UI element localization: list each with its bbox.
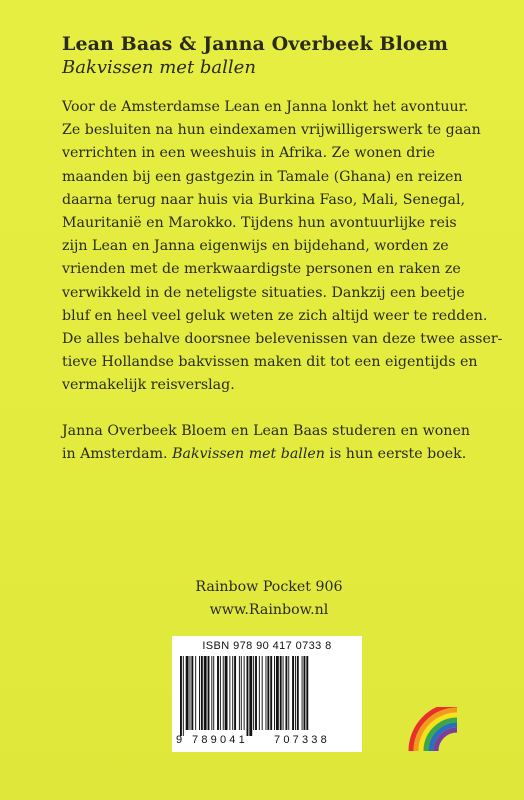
cover-header bbox=[62, 32, 482, 80]
barcode-bar bbox=[267, 656, 269, 730]
barcode-bar bbox=[253, 656, 254, 730]
barcode-bar bbox=[266, 656, 267, 730]
blurb-line: Ze besluiten na hun eindexamen vrijwilligerswerk te gaan bbox=[62, 122, 481, 139]
barcode-bar bbox=[280, 656, 282, 730]
barcode-bar bbox=[285, 656, 287, 730]
barcode-bar bbox=[180, 656, 182, 736]
barcode-bar bbox=[191, 656, 193, 730]
blurb-line: verrichten in een weeshuis in Afrika. Ze wonen drie bbox=[62, 145, 436, 162]
barcode-bar bbox=[249, 656, 252, 736]
blurb-line: Voor de Amsterdamse Lean en Janna lonkt het avontuur. bbox=[62, 99, 469, 115]
blurb-line: De alles behalve doorsnee belevenissen van deze twee asser- bbox=[62, 331, 503, 348]
barcode-bar bbox=[183, 656, 184, 736]
barcode-bar bbox=[234, 656, 236, 730]
barcode-bar bbox=[304, 656, 306, 730]
bio-prefix: in Amsterdam. bbox=[62, 446, 173, 463]
barcode-bar bbox=[220, 656, 221, 730]
barcode-bar bbox=[297, 656, 299, 730]
blurb-line: zijn Lean en Janna eigenwijs en bijdehand, worden ze bbox=[62, 238, 449, 255]
barcode-bar bbox=[295, 656, 296, 730]
barcode-bar bbox=[204, 656, 207, 730]
barcode-bar bbox=[302, 656, 303, 730]
barcode-bar bbox=[283, 656, 284, 730]
barcode-bar bbox=[225, 656, 228, 730]
barcode-bar bbox=[217, 656, 219, 730]
blurb-line: vermakelijk reisverslag. bbox=[62, 377, 235, 394]
publisher-info bbox=[0, 576, 524, 622]
ean-right-group: 707338 bbox=[274, 734, 330, 746]
rainbow-logo-icon bbox=[405, 707, 463, 751]
barcode-bar bbox=[255, 656, 257, 730]
barcode-bar bbox=[306, 656, 308, 730]
barcode-bar bbox=[276, 656, 279, 730]
barcode-bar bbox=[244, 656, 245, 730]
barcode-bar bbox=[211, 656, 212, 730]
ean-first-digit: 9 bbox=[176, 734, 183, 746]
barcode bbox=[172, 636, 362, 752]
barcode-bar bbox=[241, 656, 242, 730]
blurb-line: daarna terug naar huis via Burkina Faso, Mali, Senegal, bbox=[62, 191, 466, 208]
author-bio bbox=[62, 420, 472, 466]
bio-book-title: Bakvissen met ballen bbox=[172, 446, 325, 463]
barcode-bar bbox=[229, 656, 230, 730]
blurb-line: Mauritanië en Marokko. Tijdens hun avontuurlijke reis bbox=[62, 215, 457, 232]
blurb-line: maanden bij een gastgezin in Tamale (Ghana) en reizen bbox=[62, 168, 463, 185]
series-label: Rainbow Pocket 906 bbox=[195, 579, 343, 595]
blurb-line: tieve Hollandse bakvissen maken dit tot een eigentijds en bbox=[62, 354, 478, 371]
barcode-bar bbox=[292, 656, 294, 730]
bio-line bbox=[62, 443, 472, 466]
barcode-bar bbox=[195, 656, 196, 730]
author-line: Lean Baas & Janna Overbeek Bloem bbox=[62, 33, 449, 55]
barcode-bar bbox=[223, 656, 224, 730]
barcode-bar bbox=[213, 656, 214, 730]
book-title: Bakvissen met ballen bbox=[62, 57, 256, 78]
barcode-bars bbox=[178, 656, 356, 736]
barcode-bar bbox=[270, 656, 272, 730]
website-link: www.Rainbow.nl bbox=[209, 602, 329, 618]
blurb-line: bluf en heel veel geluk weten ze zich altijd weer te redden. bbox=[62, 307, 488, 324]
barcode-bar bbox=[262, 656, 263, 730]
barcode-bar bbox=[247, 656, 249, 736]
barcode-bar bbox=[239, 656, 240, 730]
blurb-line: verwikkeld in de neteligste situaties. Dankzij een beetje bbox=[62, 284, 465, 301]
barcode-bar bbox=[190, 656, 191, 730]
barcode-bar bbox=[186, 656, 189, 730]
barcode-bar bbox=[208, 656, 210, 730]
isbn-label: ISBN 978 90 417 0733 8 bbox=[202, 640, 332, 652]
blurb-line: vrienden met de merkwaardigste personen en raken ze bbox=[62, 261, 461, 278]
barcode-bar bbox=[288, 656, 289, 730]
blurb-text bbox=[62, 96, 503, 398]
barcode-bar bbox=[201, 656, 203, 730]
ean-left-group: 789041 bbox=[192, 734, 248, 746]
bio-line: Janna Overbeek Bloem en Lean Baas studeren en wonen bbox=[62, 423, 470, 439]
barcode-bar bbox=[259, 656, 260, 730]
barcode-bar bbox=[274, 656, 275, 730]
barcode-bar bbox=[199, 656, 200, 730]
bio-suffix: is hun eerste boek. bbox=[324, 446, 467, 463]
barcode-bar bbox=[232, 656, 233, 730]
